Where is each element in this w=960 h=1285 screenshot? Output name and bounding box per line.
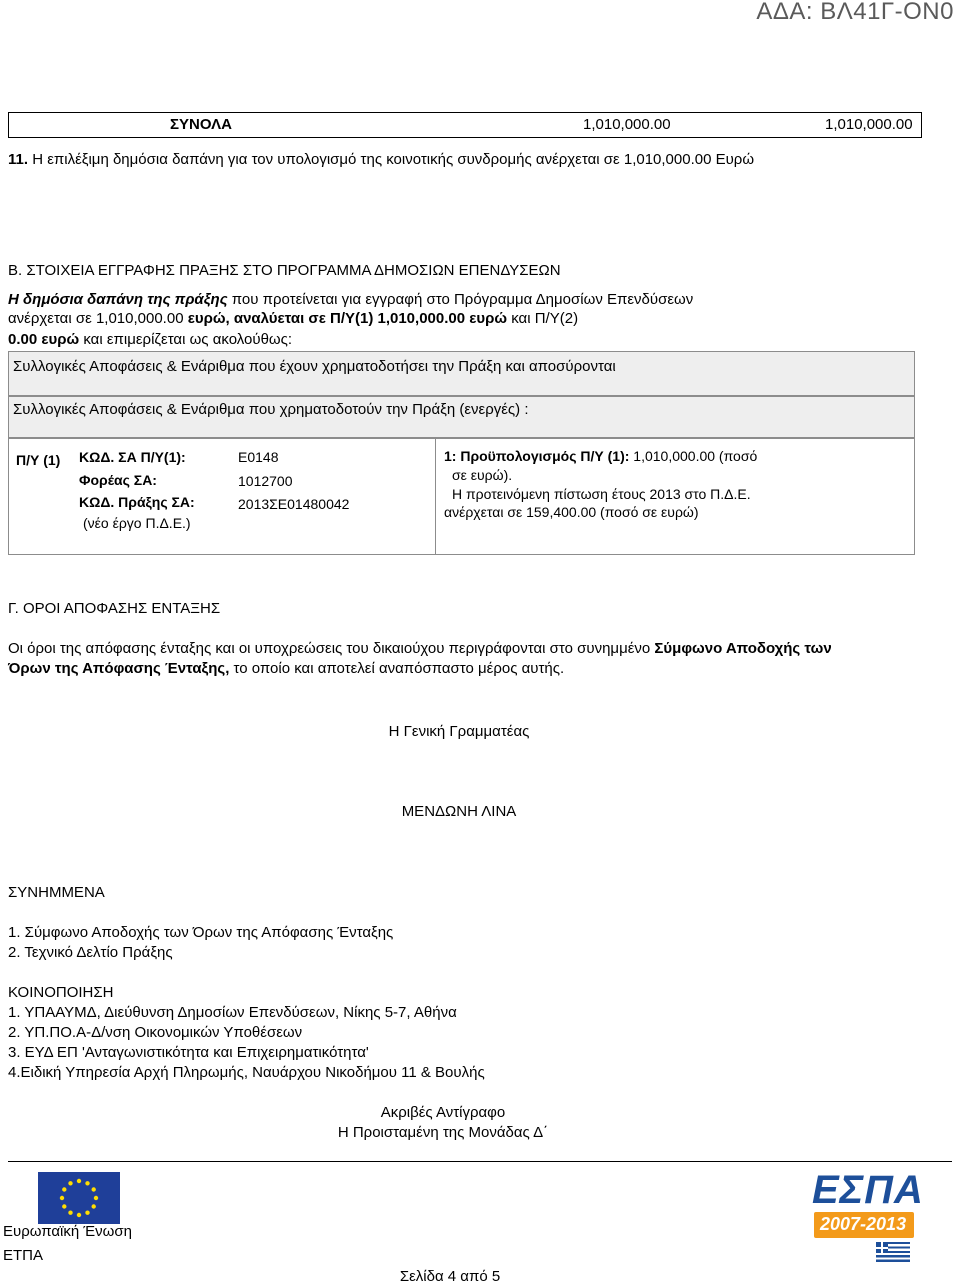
eu-stars-icon [38,1172,120,1224]
copy-line-1: Ακριβές Αντίγραφο [380,1104,506,1121]
item-11 [8,151,754,168]
attachment-item-2: 2. Τεχνικό Δελτίο Πράξης [8,944,173,961]
copy-line-2: Η Προισταμένη της Μονάδας Δ΄ [337,1124,549,1141]
section-c-paragraph-line1: Οι όροι της απόφασης ένταξης και οι υποχρεώσεις του δικαιούχου περιγράφονται στο συνημμένο Σύμφωνο Αποδοχής των [8,640,832,657]
active-decisions-box [8,396,915,438]
section-b-paragraph-line2: ανέρχεται σε 1,010,000.00 ευρώ, αναλύεται σε Π/Υ(1) 1,010,000.00 ευρώ και Π/Υ(2) [8,310,579,327]
kod-praxis-label: ΚΩΔ. Πράξης ΣΑ: [79,494,195,510]
totals-bottom-rule [8,137,922,138]
attachments-title: ΣΥΝΗΜΜΕΝΑ [8,884,105,901]
section-b-paragraph-line1: Η δημόσια δαπάνη της πράξης που προτείνεται για εγγραφή στο Πρόγραμμα Δημοσίων Επενδύσεων [8,291,694,308]
notification-item-4: 4.Ειδική Υπηρεσία Αρχή Πληρωμής, Ναυάρχου Νικοδήμου 11 & Βουλής [8,1064,485,1081]
footer-rule [8,1161,952,1162]
section-c-title: Γ. ΟΡΟΙ ΑΠΟΦΑΣΗΣ ΕΝΤΑΞΗΣ [8,600,221,617]
section-c-paragraph-line2: Όρων της Απόφασης Ένταξης, το οποίο και αποτελεί αναπόσπαστο μέρος αυτής. [8,660,565,677]
notification-item-3: 3. ΕΥΔ ΕΠ 'Ανταγωνιστικότητα και Επιχειρηματικότητα' [8,1044,369,1061]
section-b-paragraph-line3: 0.00 ευρώ και επιμερίζεται ως ακολούθως: [8,331,293,348]
withdrawn-decisions-label: Συλλογικές Αποφάσεις & Ενάριθμα που έχουν χρηματοδοτήσει την Πράξη και αποσύρονται [13,358,616,375]
eu-flag-icon [38,1172,120,1224]
py-label: Π/Υ (1) [16,452,61,468]
agreement-phrase-2: Όρων της Απόφασης Ένταξης, [8,660,230,677]
budget-line-1: 1: Προϋπολογισμός Π/Υ (1): 1,010,000.00 (ποσό [444,448,758,464]
withdrawn-decisions-box [8,351,915,396]
etpa-label: ΕΤΠΑ [3,1247,44,1264]
espa-years-band [814,1212,914,1238]
public-expense-phrase: Η δημόσια δαπάνη της πράξης [8,291,228,308]
item-11-number: 11. [8,151,29,168]
kod-sa-label: ΚΩΔ. ΣΑ Π/Υ(1): [79,449,186,465]
document-code: ΑΔΑ: ΒΛ41Γ-ΟΝ0 [756,0,954,25]
budget-line-4: ανέρχεται σε 159,400.00 (ποσό σε ευρώ) [444,504,699,520]
funding-detail-divider [435,438,436,555]
budget-line-3: Η προτεινόμενη πίστωση έτους 2013 στο Π.Δ.Ε. [452,486,751,502]
totals-label: ΣΥΝΟΛΑ [170,116,232,133]
foreas-label: Φορέας ΣΑ: [79,472,157,488]
foreas-value: 1012700 [238,473,293,489]
espa-logo-text: ΕΣΠΑ [812,1168,924,1212]
section-b-title: Β. ΣΤΟΙΧΕΙΑ ΕΓΓΡΑΦΗΣ ΠΡΑΞΗΣ ΣΤΟ ΠΡΟΓΡΑΜΜΑ ΔΗΜΟΣΙΩΝ ΕΠΕΝΔΥΣΕΩΝ [8,262,561,279]
budget-line-2: σε ευρώ). [452,467,513,483]
item-11-text: Η επιλέξιμη δημόσια δαπάνη για τον υπολογισμό της κοινοτικής συνδρομής ανέρχεται σε 1,010,000.00 Ευρώ [32,151,755,168]
totals-left-rule [8,112,9,138]
totals-value-1: 1,010,000.00 [583,116,671,133]
totals-top-rule [8,112,922,113]
signatory-role: Η Γενική Γραμματέας [388,723,530,740]
notification-item-2: 2. ΥΠ.ΠΟ.Α-Δ/νση Οικονομικών Υποθέσεων [8,1024,303,1041]
espa-logo [808,1168,924,1264]
espa-logo-years: 2007-2013 [820,1214,907,1234]
signatory-name: ΜΕΝΔΩΝΗ ΛΙΝΑ [401,803,517,820]
greek-flag-icon [876,1242,910,1262]
kod-praxis-value: 2013ΣΕ01480042 [238,496,350,512]
neo-ergo-note: (νέο έργο Π.Δ.Ε.) [83,515,191,531]
page-number: Σελίδα 4 από 5 [399,1268,501,1285]
kod-sa-value: Ε0148 [238,449,279,465]
notification-item-1: 1. ΥΠΑΑΥΜΔ, Διεύθυνση Δημοσίων Επενδύσεων, Νίκης 5-7, Αθήνα [8,1004,457,1021]
agreement-phrase-1: Σύμφωνο Αποδοχής των [654,640,832,657]
notification-title: ΚΟΙΝΟΠΟΙΗΣΗ [8,984,114,1001]
totals-right-rule [921,112,922,138]
eu-label: Ευρωπαϊκή Ένωση [3,1223,132,1240]
attachment-item-1: 1. Σύμφωνο Αποδοχής των Όρων της Απόφασης Ένταξης [8,924,394,941]
totals-value-2: 1,010,000.00 [825,116,913,133]
active-decisions-label: Συλλογικές Αποφάσεις & Ενάριθμα που χρηματοδοτούν την Πράξη (ενεργές) : [13,401,529,418]
